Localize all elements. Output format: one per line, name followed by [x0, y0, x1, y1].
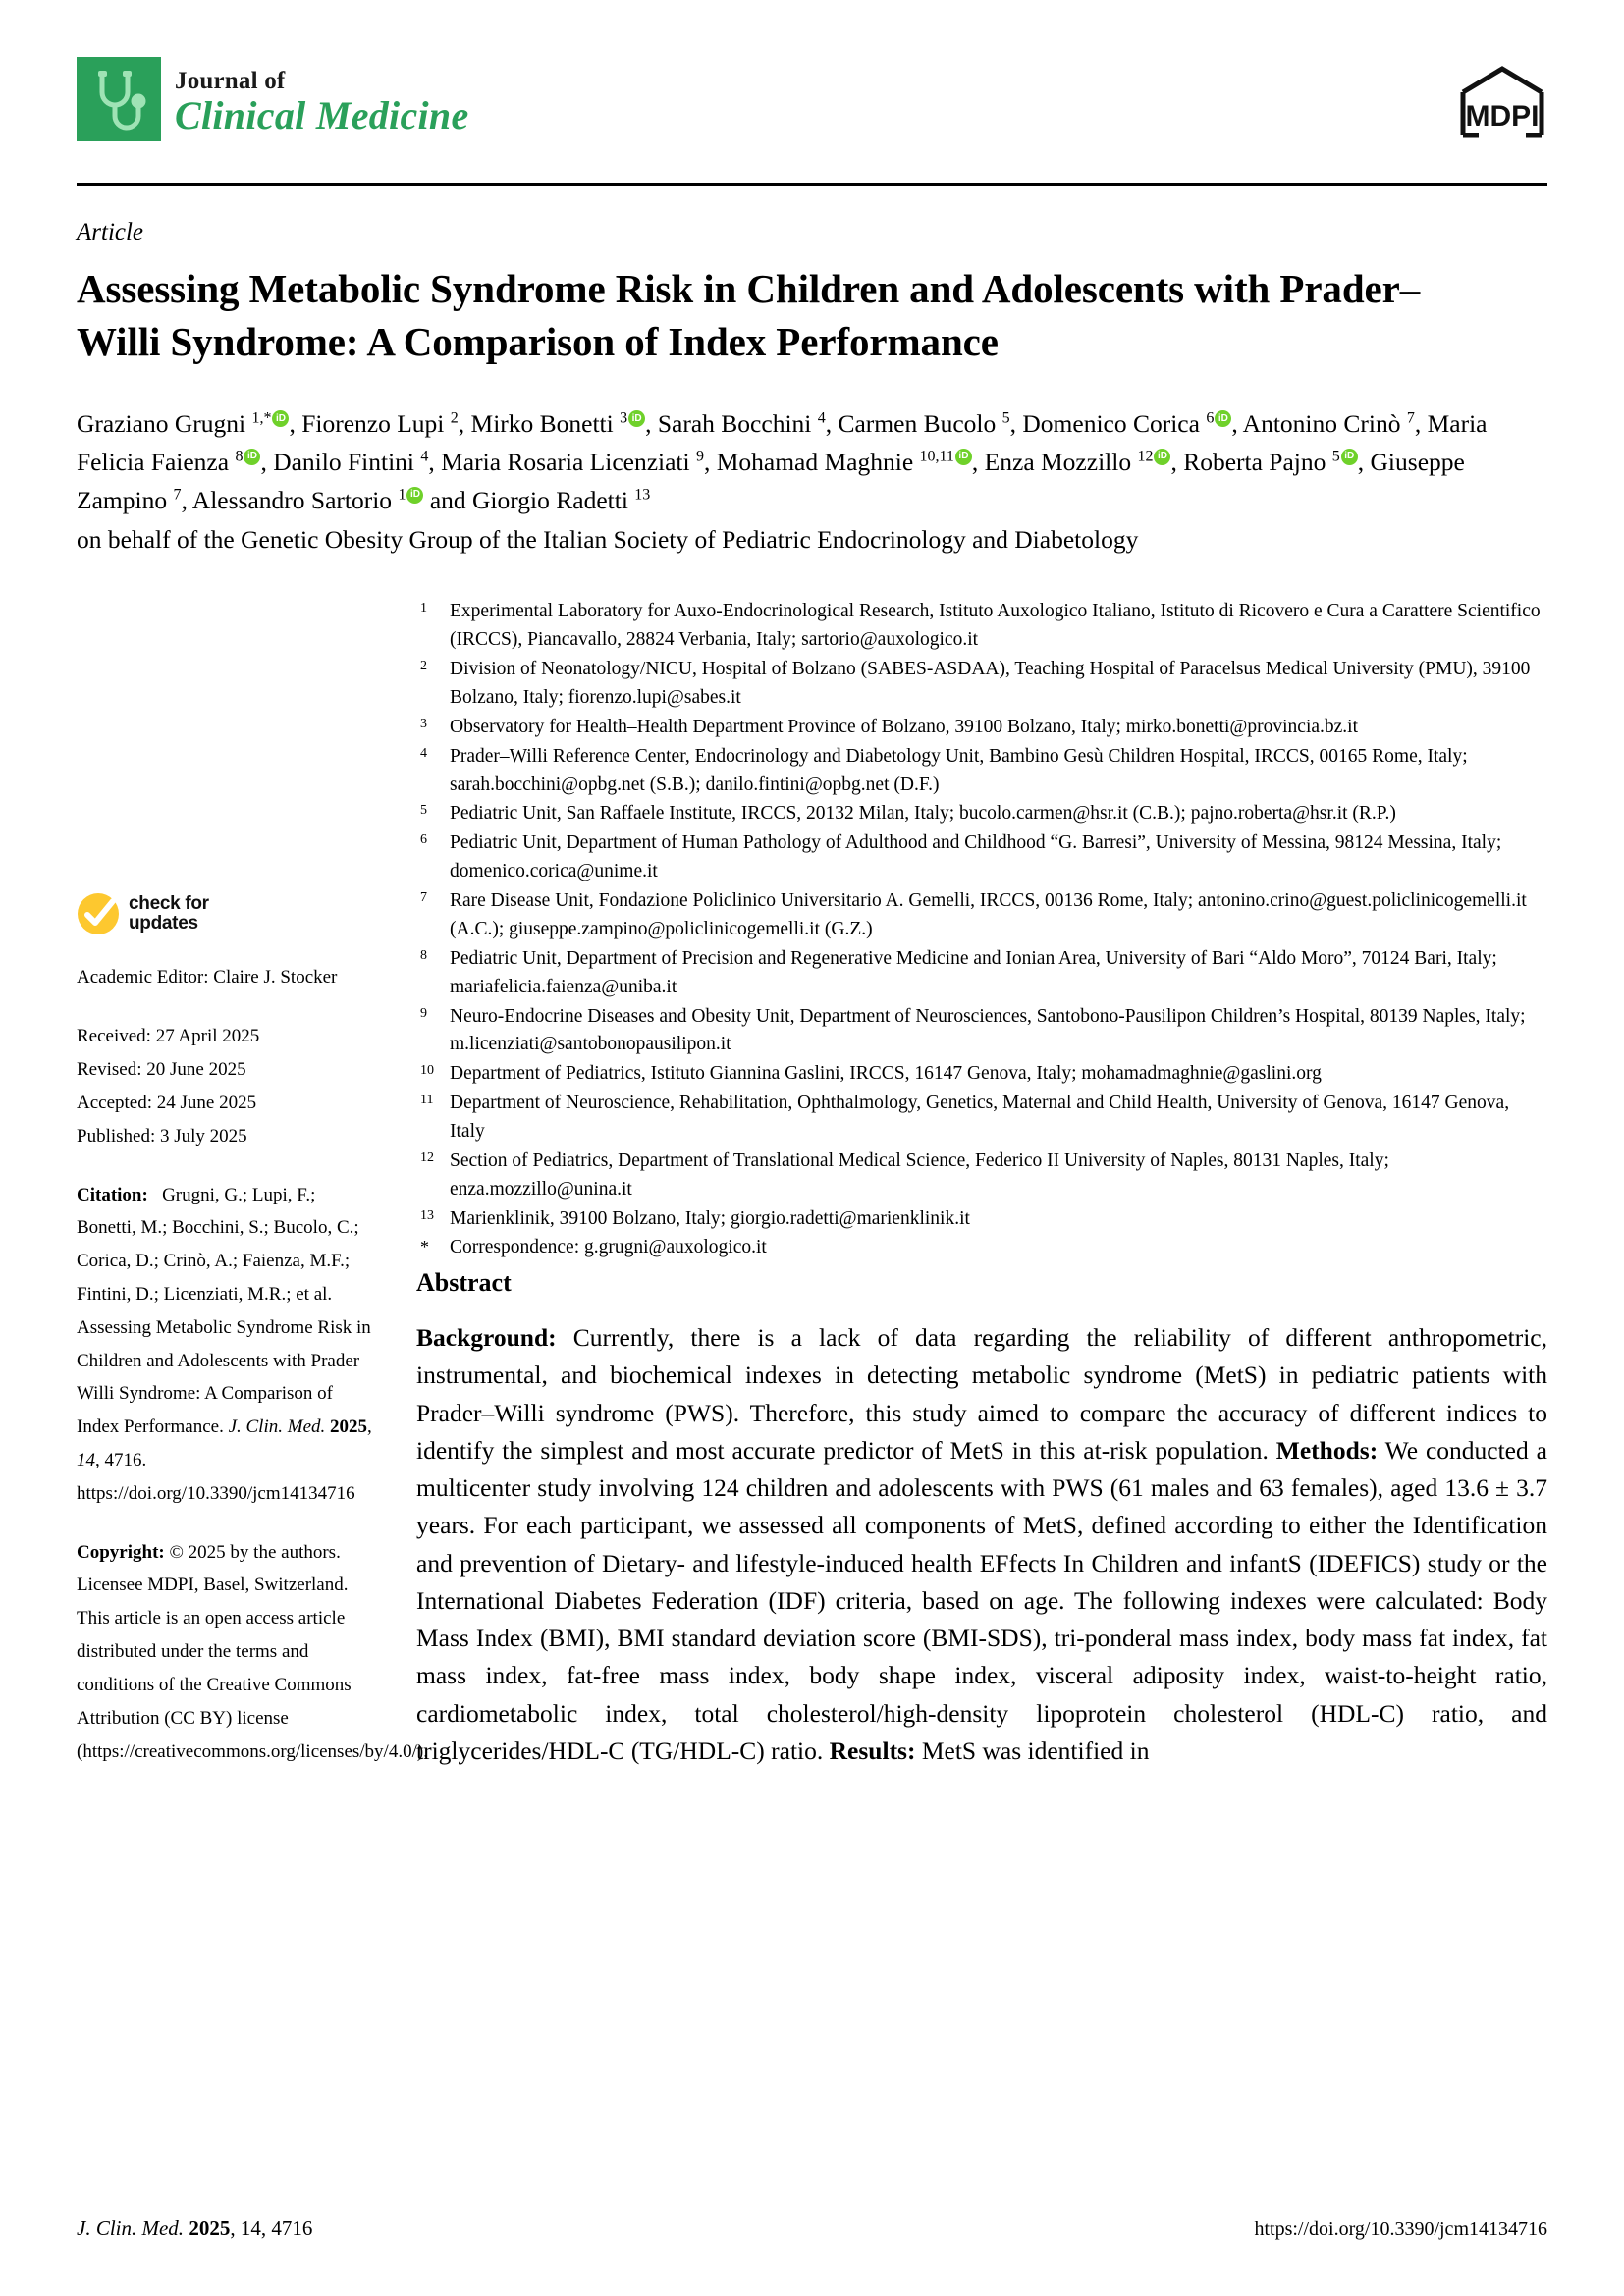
- affiliation-text: Pediatric Unit, San Raffaele Institute, IRCCS, 20132 Milan, Italy; bucolo.carmen@hsr.it (C.B.); pajno.roberta@hsr.it (R.P.): [450, 803, 1396, 825]
- author-affiliation-marker: 7: [1406, 409, 1415, 427]
- affiliation-marker: 4: [420, 745, 427, 761]
- affiliation-item: [416, 1148, 1547, 1204]
- author-name: Mohamad Maghnie: [716, 447, 920, 476]
- author-affiliation-marker: 9: [695, 448, 704, 465]
- affiliation-item: [416, 1003, 1547, 1060]
- affiliation-text: Pediatric Unit, Department of Precision and Regenerative Medicine and Ionian Area, University of Bari “Aldo Moro”, 70124 Bari, Italy; mariafelicia.faienza@uniba.it: [450, 947, 1497, 997]
- orcid-icon[interactable]: [406, 487, 423, 504]
- affiliation-text: Rare Disease Unit, Fondazione Policlinico Universitario A. Gemelli, IRCCS, 00136 Rome, Italy; antonino.crino@guest.policlinicogemelli.it (A.C.); giuseppe.zampino@policlinicogemelli.it (G.Z.): [450, 890, 1527, 939]
- author-affiliation-marker: 13: [634, 486, 651, 504]
- affiliation-item: [416, 829, 1547, 886]
- citation-doi-link[interactable]: https://doi.org/10.3390/jcm14134716: [77, 1482, 355, 1504]
- date-published: Published: 3 July 2025: [77, 1125, 247, 1147]
- copyright-text: © 2025 by the authors. Licensee MDPI, Basel, Switzerland. This article is an open access article distributed under the terms and conditions of the Creative Commons Attribution (CC BY) license (https://creativecommons.org/licenses/by/4.0/).: [77, 1541, 428, 1762]
- affiliation-item: [416, 743, 1547, 800]
- author-name: Alessandro Sartorio: [191, 485, 399, 514]
- academic-editor: Academic Editor: Claire J. Stocker: [77, 967, 338, 988]
- author-name: Domenico Corica: [1022, 409, 1207, 439]
- author-name: Enza Mozzillo: [984, 447, 1138, 476]
- journal-name-label: Clinical Medicine: [175, 93, 469, 137]
- author-name: Mirko Bonetti: [470, 409, 621, 439]
- author-affiliation-marker: 6: [1206, 409, 1215, 427]
- author-separator: ,: [971, 447, 985, 476]
- abstract-label-methods: Methods:: [1275, 1435, 1379, 1465]
- date-received: Received: 27 April 2025: [77, 1026, 260, 1047]
- footer-doi[interactable]: https://doi.org/10.3390/jcm14134716: [1254, 2218, 1547, 2240]
- footer-rest: , 14, 4716: [230, 2216, 313, 2240]
- citation-authors: Grugni, G.; Lupi, F.; Bonetti, M.; Bocchini, S.; Bucolo, C.; Corica, D.; Crinò, A.; Faienza, M.F.; Fintini, D.; Licenziati, M.R.; et al.: [77, 1184, 359, 1305]
- masthead-divider: [77, 183, 1547, 186]
- affiliation-text: Correspondence: g.grugni@auxologico.it: [450, 1237, 767, 1258]
- page-title: Assessing Metabolic Syndrome Risk in Children and Adolescents with Prader–Willi Syndrome: A Comparison of Index Performance: [77, 266, 1421, 365]
- affiliation-item: [416, 714, 1547, 742]
- footer-citation: [77, 2216, 312, 2241]
- cfu-line-1: check for: [129, 893, 209, 915]
- affiliation-item: [416, 945, 1547, 1002]
- author-name: Graziano Grugni: [77, 409, 252, 439]
- author-separator: ,: [1009, 409, 1023, 439]
- author-separator: ,: [1414, 409, 1428, 439]
- abstract-label-results: Results:: [829, 1735, 916, 1765]
- journal-of-label: Journal of: [175, 68, 286, 94]
- author-separator: ,: [428, 447, 442, 476]
- affiliation-marker: 5: [420, 803, 427, 819]
- cfu-line-2: updates: [129, 913, 198, 934]
- author-name: Danilo Fintini: [273, 447, 421, 476]
- affiliation-text: Marienklinik, 39100 Bolzano, Italy; giorgio.radetti@marienklinik.it: [450, 1207, 970, 1229]
- article-type-label: Article: [77, 219, 144, 245]
- author-affiliation-marker: 1,*: [251, 409, 272, 427]
- orcid-icon[interactable]: [1341, 449, 1358, 465]
- citation-label: Citation:: [77, 1184, 148, 1205]
- mdpi-logo: [1457, 63, 1547, 139]
- affiliation-list: [416, 598, 1547, 1262]
- author-name: Giorgio Radetti: [472, 485, 635, 514]
- affiliation-marker: 9: [420, 1005, 427, 1021]
- abstract-text-background: Currently, there is a lack of data regarding the reliability of different anthropometric, instrumental, and biochemical indexes in detecting metabolic syndrome (MetS) in pediatric patients with Prader–Willi syndrome (PWS). Therefore, this study aimed to compare the accuracy of different indices to identify the simplest and most accurate predictor of MetS in this at-risk population.: [416, 1323, 1547, 1465]
- affiliation-marker: 3: [420, 716, 427, 731]
- author-name: Maria Rosaria Licenziati: [441, 447, 696, 476]
- author-affiliation-marker: 4: [420, 448, 429, 465]
- orcid-icon[interactable]: [244, 449, 260, 465]
- affiliation-item: [416, 1060, 1547, 1089]
- footer-journal: J. Clin. Med.: [77, 2216, 185, 2240]
- check-for-updates-badge[interactable]: [77, 892, 379, 935]
- affiliation-text: Observatory for Health–Health Department Province of Bolzano, 39100 Bolzano, Italy; mirko.bonetti@provincia.bz.it: [450, 716, 1359, 737]
- citation-article-number: 4716: [104, 1450, 142, 1471]
- citation-year: 2025: [330, 1416, 368, 1438]
- abstract-text-results: MetS was identified in: [915, 1735, 1150, 1765]
- affiliation-text: Department of Pediatrics, Istituto Giannina Gaslini, IRCCS, 16147 Genova, Italy; mohamadmaghnie@gaslini.org: [450, 1063, 1322, 1085]
- author-name: Maria Felicia Faienza: [77, 409, 1488, 476]
- author-name: Antonino Crinò: [1242, 409, 1407, 439]
- author-list: [77, 405, 1547, 519]
- affiliation-item: [416, 1205, 1547, 1234]
- affiliation-item: [416, 656, 1547, 713]
- author-affiliation-marker: 5: [1001, 409, 1010, 427]
- author-affiliation-marker: 5: [1331, 448, 1340, 465]
- author-affiliation-marker: 3: [620, 409, 628, 427]
- orcid-icon[interactable]: [628, 410, 645, 427]
- affiliation-text: Division of Neonatology/NICU, Hospital of Bolzano (SABES-ASDAA), Teaching Hospital of Paracelsus Medical University (PMU), 39100 Bolzano, Italy; fiorenzo.lupi@sabes.it: [450, 659, 1531, 709]
- citation-title: Assessing Metabolic Syndrome Risk in Children and Adolescents with Prader–Willi Syndrome: A Comparison of Index Performance.: [77, 1316, 371, 1438]
- author-name: Giuseppe Zampino: [77, 447, 1465, 514]
- abstract-body: [416, 1319, 1547, 1770]
- publication-dates: [77, 1020, 379, 1152]
- citation-volume: 14: [77, 1450, 95, 1471]
- author-separator: ,: [825, 409, 839, 439]
- affiliation-marker: *: [420, 1237, 429, 1257]
- affiliation-item: [416, 598, 1547, 655]
- footer-year: 2025: [189, 2216, 231, 2240]
- author-affiliation-marker: 2: [450, 409, 459, 427]
- copyright-label: Copyright:: [77, 1541, 165, 1563]
- author-separator: ,: [181, 485, 192, 514]
- affiliation-marker: 6: [420, 832, 427, 848]
- orcid-icon[interactable]: [1215, 410, 1231, 427]
- svg-text:MDPI: MDPI: [1465, 100, 1540, 133]
- date-accepted: Accepted: 24 June 2025: [77, 1092, 257, 1113]
- affiliation-text: Neuro-Endocrine Diseases and Obesity Unit, Department of Neurosciences, Santobono-Pausilipon Children’s Hospital, 80139 Naples, Italy; m.licenziati@santobonopausilipon.it: [450, 1005, 1526, 1055]
- affiliation-marker: 2: [420, 659, 427, 674]
- affiliation-text: Prader–Willi Reference Center, Endocrinology and Diabetology Unit, Bambino Gesù Children Hospital, IRCCS, 00165 Rome, Italy; sarah.bocchini@opbg.net (S.B.); danilo.fintini@opbg.net (D.F.): [450, 745, 1468, 795]
- main-column: [401, 598, 1547, 1793]
- author-name: Fiorenzo Lupi: [301, 409, 451, 439]
- affiliation-marker: 11: [420, 1093, 434, 1108]
- affiliation-item: [416, 1234, 1547, 1262]
- stethoscope-icon: [77, 57, 161, 141]
- citation-journal: J. Clin. Med.: [228, 1416, 326, 1438]
- author-separator: and: [423, 485, 473, 514]
- affiliation-item: [416, 887, 1547, 944]
- lower-content: [77, 598, 1547, 1793]
- journal-logo: [77, 57, 469, 141]
- author-affiliation-marker: 1: [398, 486, 406, 504]
- citation-block: Citation: Grugni, G.; Lupi, F.; Bonetti, M.; Bocchini, S.; Bucolo, C.; Corica, D.; Crinò, A.; Faienza, M.F.; Fintini, D.; Licenziati, M.R.; et al. Assessing Metabolic Syndrome Risk in Children and Adolescents with Prader–Willi Syndrome: A Comparison of Index Performance. J. Clin. Med. 2025, 14, 4716. https://doi.org/10.3390/jcm14134716: [77, 1184, 372, 1504]
- author-affiliation-marker: 8: [235, 448, 244, 465]
- author-separator: ,: [1357, 447, 1371, 476]
- abstract-text-methods: We conducted a multicenter study involving 124 children and adolescents with PWS (61 males and 63 females), aged 13.6 ± 3.7 years. For each participant, we assessed all components of MetS, defined according to either the Identification and prevention of Dietary- and lifestyle-induced health EFfects In Children and infantS (IDEFICS) study or the International Diabetes Federation (IDF) criteria, based on age. The following indexes were calculated: Body Mass Index (BMI), BMI standard deviation score (BMI-SDS), tri-ponderal mass index, body mass fat index, fat mass index, fat-free mass index, body shape index, visceral adiposity index, waist-to-height ratio, cardiometabolic index, total cholesterol/high-density lipoprotein cholesterol (HDL-C) ratio, and triglycerides/HDL-C (TG/HDL-C) ratio.: [416, 1435, 1548, 1765]
- author-name: Roberta Pajno: [1183, 447, 1332, 476]
- author-affiliation-marker: 10,11: [919, 448, 954, 465]
- affiliation-marker: 12: [420, 1149, 434, 1165]
- author-name: Carmen Bucolo: [838, 409, 1002, 439]
- affiliation-marker: 13: [420, 1207, 434, 1223]
- affiliation-item: [416, 1090, 1547, 1147]
- author-group-statement: on behalf of the Genetic Obesity Group of the Italian Society of Pediatric Endocrinology and Diabetology: [77, 525, 1139, 555]
- affiliation-text: Pediatric Unit, Department of Human Pathology of Adulthood and Childhood “G. Barresi”, University of Messina, 98124 Messina, Italy; domenico.corica@unime.it: [450, 832, 1502, 882]
- affiliation-marker: 10: [420, 1063, 434, 1079]
- author-separator: ,: [1170, 447, 1184, 476]
- check-for-updates-text: [129, 894, 209, 934]
- affiliation-marker: 7: [420, 890, 427, 906]
- masthead: [77, 57, 1547, 165]
- author-separator: ,: [289, 409, 302, 439]
- affiliation-marker: 8: [420, 947, 427, 963]
- author-name: Sarah Bocchini: [657, 409, 818, 439]
- author-separator: ,: [703, 447, 717, 476]
- author-affiliation-marker: 7: [173, 486, 182, 504]
- abstract-heading: Abstract: [416, 1268, 512, 1298]
- affiliation-marker: 1: [420, 601, 427, 616]
- page-footer: [77, 2216, 1547, 2241]
- orcid-icon[interactable]: [272, 410, 289, 427]
- author-separator: ,: [645, 409, 658, 439]
- author-separator: ,: [458, 409, 471, 439]
- affiliation-text: Section of Pediatrics, Department of Translational Medical Science, Federico II University of Naples, 80131 Naples, Italy; enza.mozzillo@unina.it: [450, 1149, 1389, 1200]
- abstract-label-background: Background:: [416, 1323, 557, 1353]
- orcid-icon[interactable]: [1154, 449, 1170, 465]
- author-separator: ,: [1231, 409, 1243, 439]
- affiliation-item: [416, 800, 1547, 828]
- journal-title-wrap: [175, 63, 469, 135]
- author-affiliation-marker: 12: [1137, 448, 1154, 465]
- date-revised: Revised: 20 June 2025: [77, 1059, 246, 1081]
- author-affiliation-marker: 4: [817, 409, 826, 427]
- author-separator: ,: [260, 447, 274, 476]
- affiliation-text: Experimental Laboratory for Auxo-Endocrinological Research, Istituto Auxologico Italiano, Istituto di Ricovero e Cura a Carattere Scientifico (IRCCS), Piancavallo, 28824 Verbania, Italy; sartorio@auxologico.it: [450, 601, 1541, 651]
- affiliation-text: Department of Neuroscience, Rehabilitation, Ophthalmology, Genetics, Maternal and Child Health, University of Genova, 16147 Genova, Italy: [450, 1093, 1510, 1142]
- copyright-block: [77, 1536, 428, 1769]
- check-circle-icon: [77, 892, 120, 935]
- orcid-icon[interactable]: [955, 449, 972, 465]
